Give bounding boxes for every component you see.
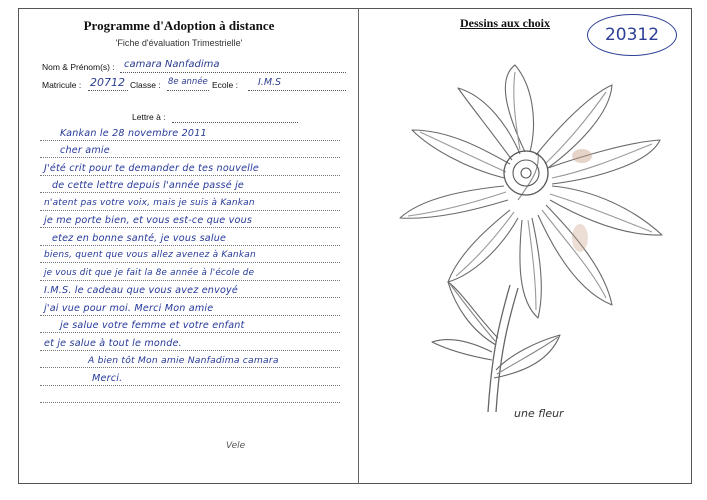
ruled-line (40, 367, 340, 368)
letter-line: et je salue à tout le monde. (44, 338, 182, 349)
letter-line: Kankan le 28 novembre 2011 (60, 128, 207, 139)
ruled-line (40, 210, 340, 211)
ruled-line (40, 350, 340, 351)
ruled-line (40, 280, 340, 281)
id-stamp: 20312 (587, 14, 677, 56)
letter-line: cher amie (60, 145, 110, 156)
form-subtitle: 'Fiche d'évaluation Trimestrielle' (115, 38, 243, 48)
ruled-line (40, 192, 340, 193)
letter-line: je me porte bien, et vous est-ce que vous (44, 215, 253, 226)
matricule-label: Matricule : (42, 80, 82, 90)
letter-line: je vous dit que je fait la 8e année à l'école de (44, 268, 255, 278)
ruled-line (40, 385, 340, 386)
lettre-label: Lettre à : (132, 112, 166, 122)
ruled-line (40, 332, 340, 333)
letter-line: J'été crit pour te demander de tes nouvelle (44, 163, 260, 174)
ecole-value: I.M.S (258, 77, 282, 88)
ecole-dotline (248, 90, 346, 91)
ruled-line (40, 175, 340, 176)
name-label: Nom & Prénom(s) : (42, 62, 115, 72)
ruled-line (40, 157, 340, 158)
letter-line: I.M.S. le cadeau que vous avez envoyé (44, 285, 239, 296)
ruled-line (40, 402, 340, 403)
drawing-title: Dessins aux choix (460, 16, 551, 30)
matricule-dotline (88, 90, 128, 91)
letter-line: A bien tôt Mon amie Nanfadima camara (88, 355, 279, 366)
ruled-line (40, 140, 340, 141)
letter-line: etez en bonne santé, je vous salue (52, 233, 227, 244)
name-value: camara Nanfadima (124, 59, 220, 70)
ruled-line (40, 245, 340, 246)
page-divider (358, 8, 359, 484)
drawing-caption: une fleur (514, 407, 564, 420)
letter-line: biens, quent que vous allez avenez à Kankan (44, 250, 256, 260)
letter-line: je salue votre femme et votre enfant (60, 320, 245, 331)
ruled-line (40, 297, 340, 298)
ruled-line (40, 227, 340, 228)
classe-label: Classe : (130, 80, 161, 90)
classe-value: 8e année (168, 77, 208, 87)
flower-drawing (360, 60, 680, 420)
ruled-line (40, 262, 340, 263)
ruled-line (40, 315, 340, 316)
signature: Vele (226, 441, 246, 451)
name-dotline (120, 72, 346, 73)
form-title: Programme d'Adoption à distance (83, 18, 275, 33)
ecole-label: Ecole : (212, 80, 238, 90)
classe-dotline (167, 90, 209, 91)
lettre-dotline (172, 122, 298, 123)
letter-line: Merci. (92, 373, 123, 384)
letter-line: n'atent pas votre voix, mais je suis à Kankan (44, 198, 255, 208)
letter-line: j'ai vue pour moi. Merci Mon amie (44, 303, 214, 314)
letter-line: de cette lettre depuis l'année passé je (52, 180, 245, 191)
matricule-value: 20712 (90, 76, 125, 89)
